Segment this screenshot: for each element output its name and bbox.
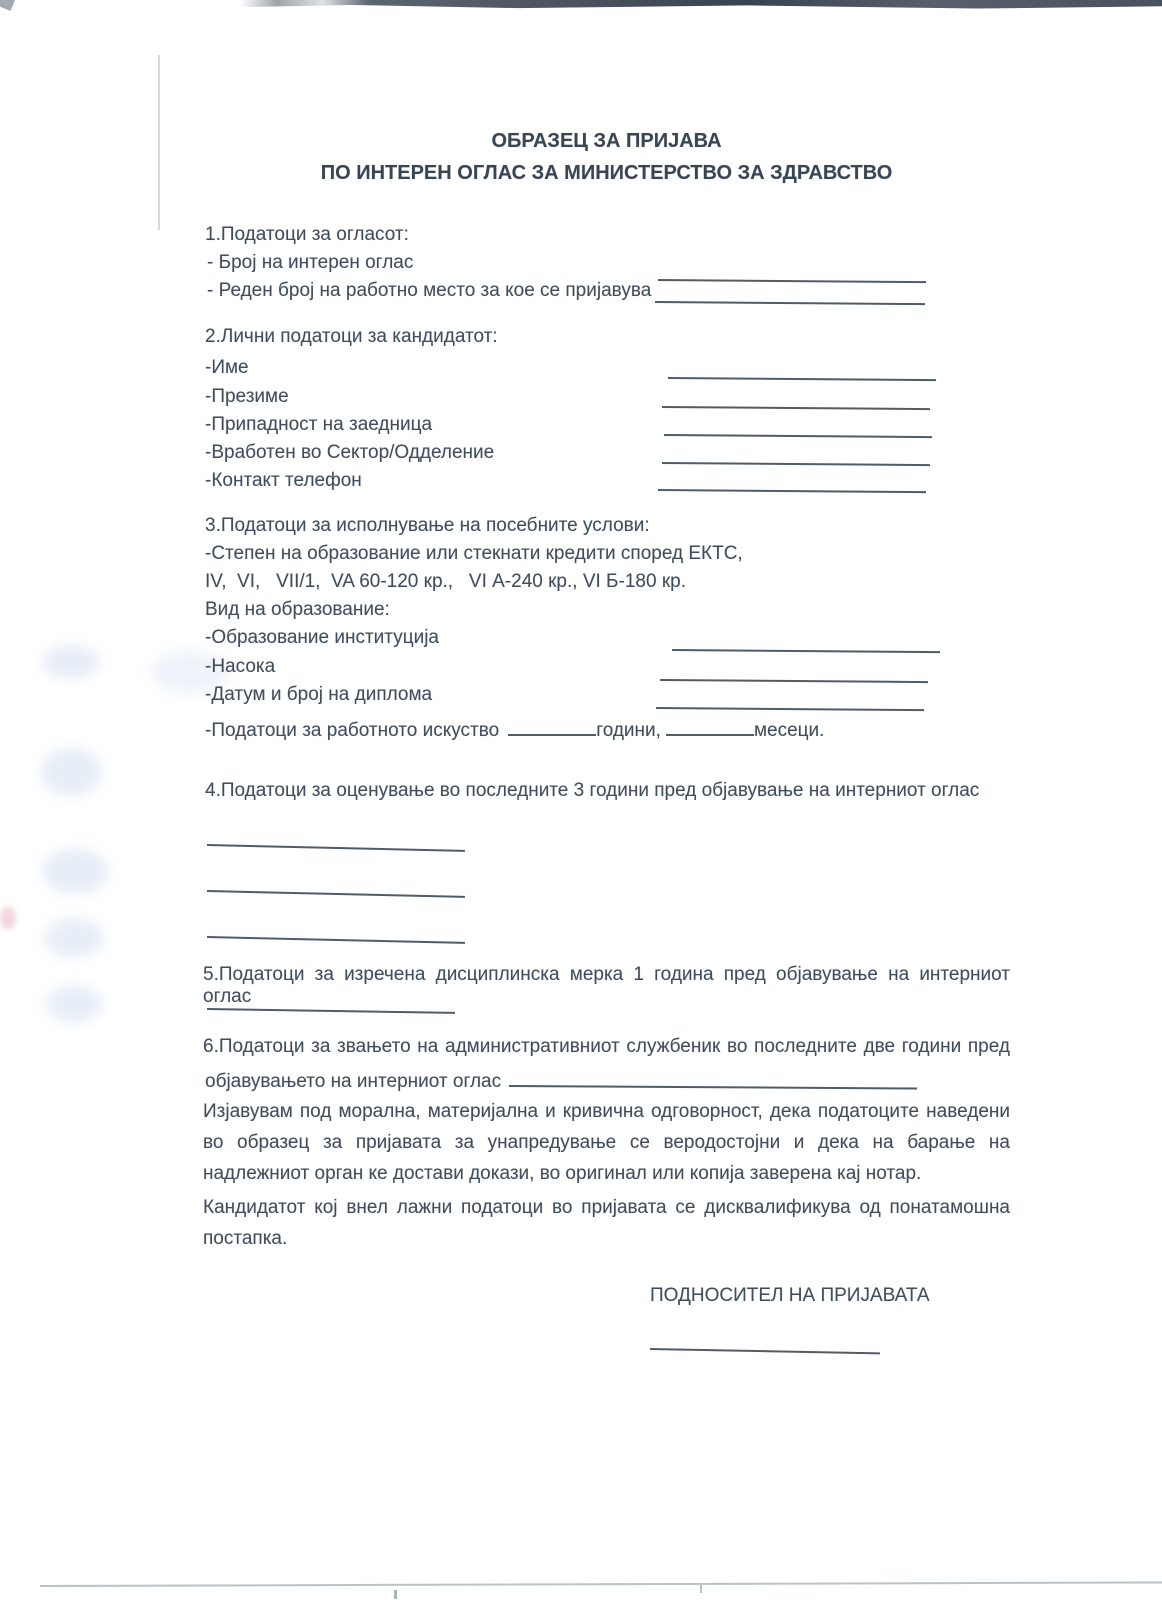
experience-years-label: години,: [596, 720, 661, 741]
scan-page-bottom-edge: [40, 1581, 1162, 1587]
section2-item-prezime: -Презиме: [205, 386, 289, 407]
scan-pink-mark: [0, 906, 16, 930]
fill-line-ocenuvanje-3: [207, 936, 465, 944]
fill-line-ime: [668, 377, 936, 381]
fill-line-prezime: [662, 406, 930, 410]
section6-line2: [205, 1066, 917, 1093]
section3-item-nasoka: -Насока: [205, 656, 276, 677]
fill-line-pripadnost: [664, 434, 932, 438]
fill-line-disciplinska: [207, 1008, 455, 1014]
section1-heading: 1.Податоци за огласот:: [205, 224, 409, 245]
experience-row: [205, 715, 824, 742]
signature-label: ПОДНОСИТЕЛ НА ПРИЈАВАТА: [650, 1285, 930, 1306]
section1-item-reden-broj: - Реден број на работно место за кое се пријавува: [207, 280, 652, 301]
section3-education-line1: -Степен на образование или стекнати кредити според ЕКТС,: [205, 543, 743, 564]
section1-item-broj-oglas: - Број на интерен оглас: [207, 252, 414, 273]
scan-bottom-tick: [700, 1585, 702, 1593]
scan-smudge: [42, 848, 108, 894]
section3-item-institucija: -Образование институција: [205, 627, 439, 648]
scan-smudge: [46, 985, 102, 1023]
scan-bottom-tick: [394, 1590, 397, 1599]
form-title-line1: ОБРАЗЕЦ ЗА ПРИЈАВА: [491, 130, 722, 152]
scan-corner-mark: [0, 0, 15, 11]
section2-item-sektor: -Вработен во Сектор/Одделение: [205, 442, 495, 463]
fill-line-ocenuvanje-2: [207, 890, 465, 898]
disqualification-paragraph: Кандидатот кој внел лажни податоци во пријавата се дисквалификува од понатамошна постапка.: [203, 1197, 1010, 1249]
section6-heading-line1: 6.Податоци за звањето на административниот службеник во последните две години пред: [203, 1036, 1010, 1057]
signature-line: [650, 1348, 880, 1354]
fill-line-broj-oglas: [658, 279, 926, 283]
experience-months-label: месеци.: [753, 720, 825, 741]
section3-item-diploma: -Датум и број на диплома: [205, 684, 433, 705]
scan-page-left-edge: [158, 55, 160, 230]
fill-line-telefon: [658, 489, 926, 493]
scan-smudge: [42, 645, 100, 679]
fill-line-ocenuvanje-1: [207, 844, 465, 852]
fill-line-zvanje: [509, 1066, 917, 1089]
section4-heading: 4.Податоци за оценување во последните 3 години пред објавување на интерниот оглас: [205, 780, 980, 801]
declaration-paragraph: Изјавувам под морална, материјална и кривична одговорност, дека податоците наведени во образец за пријавата за унапредување се веродостојни и дека на барање на надлежниот орган ке достави докази, во оригинал или копија заверена кај нотар.: [203, 1101, 1010, 1184]
fill-line-institucija: [672, 649, 940, 653]
form-title-line2: ПО ИНТЕРЕН ОГЛАС ЗА МИНИСТЕРСТВО ЗА ЗДРАВСТВО: [320, 162, 893, 184]
section2-item-telefon: -Контакт телефон: [205, 470, 362, 491]
scan-smudge: [44, 918, 104, 958]
section6-heading-line2: објавувањето на интерниот оглас: [205, 1071, 502, 1092]
fill-line-nasoka: [660, 679, 928, 683]
section2-item-ime: -Име: [205, 357, 249, 378]
section2-heading: 2.Лични податоци за кандидатот:: [205, 326, 498, 347]
experience-label: -Податоци за работното искуство: [205, 720, 500, 741]
fill-line-months: [666, 715, 754, 736]
section3-education-type-label: Вид на образование:: [205, 599, 390, 620]
section5-heading: 5.Податоци за изречена дисциплинска мерка 1 година пред објавување на интерниот оглас: [203, 964, 1010, 1007]
fill-line-sektor: [662, 462, 930, 466]
section2-item-pripadnost: -Припадност на заедница: [205, 414, 433, 435]
fill-line-reden-broj: [655, 301, 925, 305]
section3-education-line2: IV, VI, VII/1, VA 60-120 кр., VI А-240 кр., VI Б-180 кр.: [205, 571, 686, 592]
scan-top-edge-artifact: [240, 0, 1162, 9]
fill-line-diploma: [656, 707, 924, 711]
scan-smudge: [40, 748, 102, 796]
fill-line-years: [508, 715, 596, 736]
section3-heading: 3.Податоци за исполнување на посебните услови:: [205, 515, 650, 536]
